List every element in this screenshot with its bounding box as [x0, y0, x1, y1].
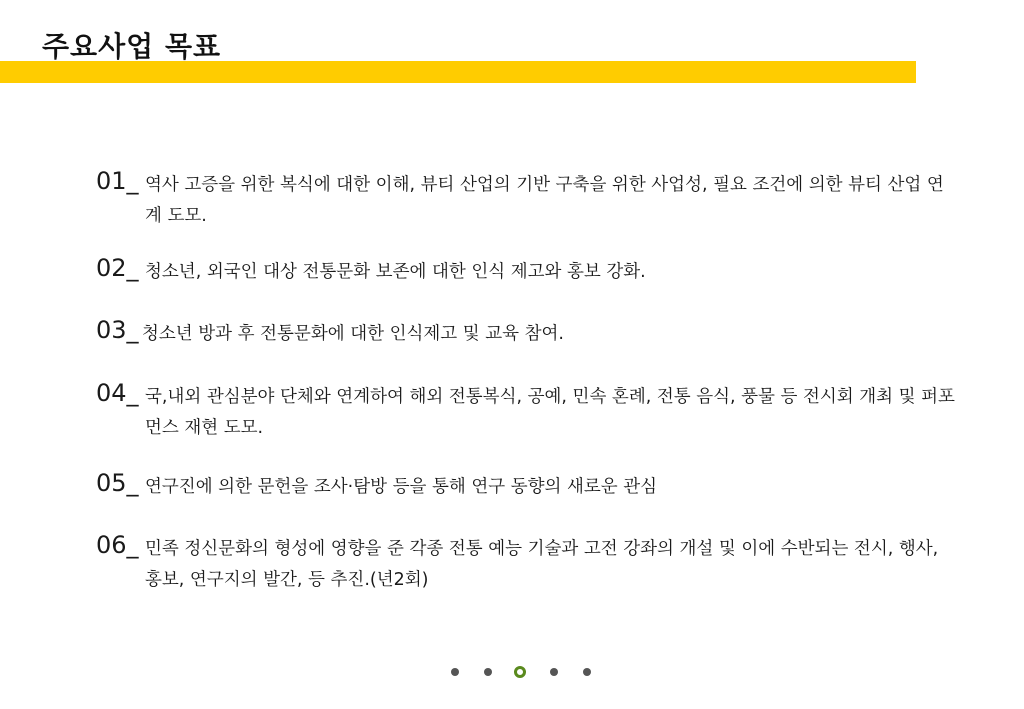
- pagination-dot-4[interactable]: [550, 668, 558, 676]
- item-text: 국,내외 관심분야 단체와 연계하여 해외 전통복식, 공예, 민속 혼례, 전통 음식, 풍물 등 전시회 개최 및 퍼포먼스 재현 도모.: [145, 387, 955, 438]
- item-text: 민족 정신문화의 형성에 영향을 준 각종 전통 예능 기술과 고전 강좌의 개설 및 이에 수반되는 전시, 행사, 홍보, 연구지의 발간, 등 추진.(년2회): [145, 539, 939, 590]
- title-accent-bar: [0, 61, 916, 83]
- item-text: 역사 고증을 위한 복식에 대한 이해, 뷰티 산업의 기반 구축을 위한 사업성, 필요 조건에 의한 뷰티 산업 연계 도모.: [145, 175, 944, 226]
- item-number: 06_: [96, 531, 139, 559]
- pagination-dot-3-active[interactable]: [514, 666, 526, 678]
- item-number: 05_: [96, 469, 139, 497]
- item-number: 01_: [96, 167, 139, 195]
- pagination-dot-1[interactable]: [451, 668, 459, 676]
- pagination-dots: [451, 666, 595, 678]
- pagination-dot-2[interactable]: [484, 668, 492, 676]
- page-title: 주요사업 목표: [42, 30, 222, 63]
- item-number: 03_: [96, 316, 139, 344]
- item-text: 청소년 방과 후 전통문화에 대한 인식제고 및 교육 참여.: [142, 324, 564, 344]
- item-text: 청소년, 외국인 대상 전통문화 보존에 대한 인식 제고와 홍보 강화.: [145, 262, 646, 282]
- item-number: 04_: [96, 379, 139, 407]
- item-number: 02_: [96, 254, 139, 282]
- pagination-dot-5[interactable]: [583, 668, 591, 676]
- item-text: 연구진에 의한 문헌을 조사·탐방 등을 통해 연구 동향의 새로운 관심: [145, 477, 658, 497]
